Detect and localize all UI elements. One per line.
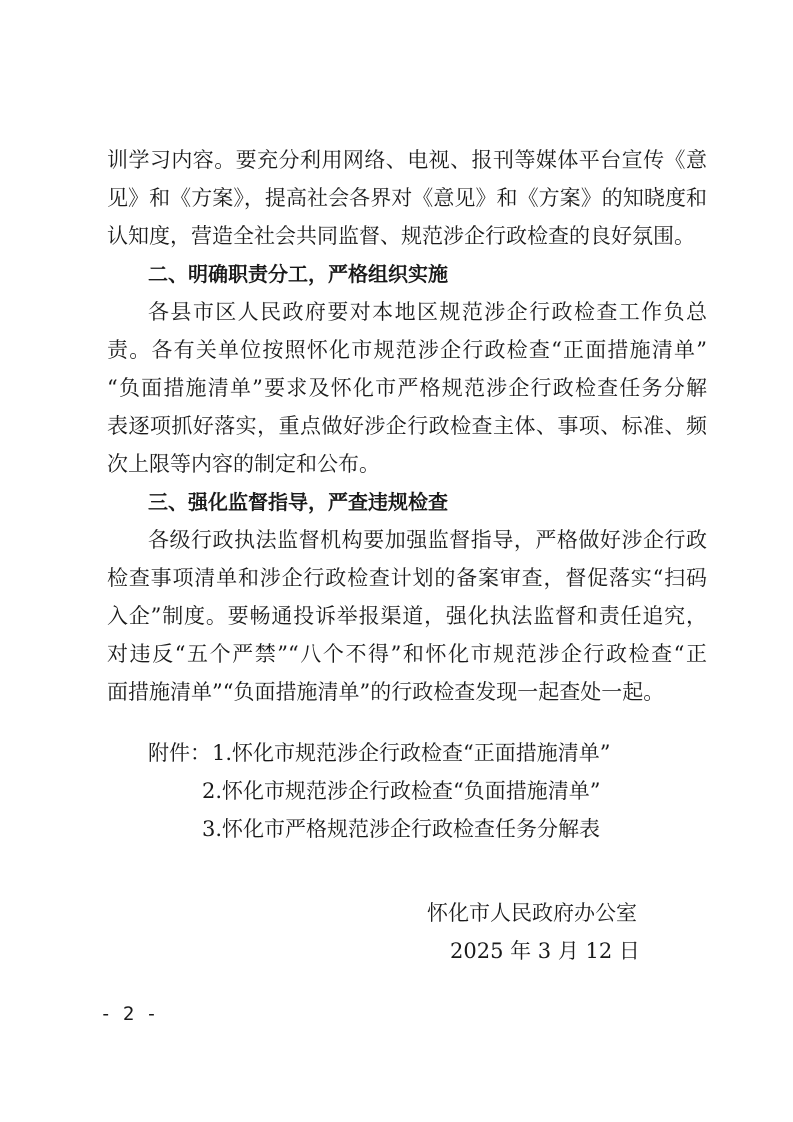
paragraph-3-line-3: 入企”制度。要畅通投诉举报渠道，强化执法监督和责任追究，: [107, 604, 707, 628]
paragraph-2-line-5: 次上限等内容的制定和公布。: [107, 452, 380, 476]
attachments-label: 附件：: [148, 741, 211, 765]
paragraph-1-line-2: 见》和《方案》，提高社会各界对《意见》和《方案》的知晓度和: [107, 186, 707, 210]
paragraph-1-line-1: 训学习内容。要充分利用网络、电视、报刊等媒体平台宣传《意: [107, 148, 707, 172]
paragraph-2-line-2: 责。各有关单位按照怀化市规范涉企行政检查“正面措施清单”: [107, 338, 707, 362]
section-heading-2: 二、明确职责分工，严格组织实施: [148, 262, 448, 286]
attachment-item-3: 3.怀化市严格规范涉企行政检查任务分解表: [202, 817, 601, 841]
signature-date: 2025 年 3 月 12 日: [450, 939, 640, 963]
attachment-item-1: 1.怀化市规范涉企行政检查“正面措施清单”: [212, 741, 611, 765]
paragraph-3-line-4: 对违反“五个严禁”“八个不得”和怀化市规范涉企行政检查“正: [107, 642, 707, 666]
section-heading-3: 三、强化监督指导，严查违规检查: [148, 490, 448, 514]
paragraph-2-line-1: 各县市区人民政府要对本地区规范涉企行政检查工作负总: [148, 300, 707, 324]
signature-org: 怀化市人民政府办公室: [427, 901, 637, 925]
paragraph-1-line-3: 认知度，营造全社会共同监督、规范涉企行政检查的良好氛围。: [107, 224, 695, 248]
page-number: - 2 -: [100, 1003, 158, 1025]
paragraph-3-line-1: 各级行政执法监督机构要加强监督指导，严格做好涉企行政: [148, 528, 707, 552]
paragraph-3-line-5: 面措施清单”“负面措施清单”的行政检查发现一起查处一起。: [107, 680, 665, 704]
attachment-item-2: 2.怀化市规范涉企行政检查“负面措施清单”: [202, 779, 601, 803]
paragraph-3-line-2: 检查事项清单和涉企行政检查计划的备案审查，督促落实“扫码: [107, 566, 707, 590]
paragraph-2-line-4: 表逐项抓好落实，重点做好涉企行政检查主体、事项、标准、频: [107, 414, 707, 438]
paragraph-2-line-3: “负面措施清单”要求及怀化市严格规范涉企行政检查任务分解: [107, 376, 707, 400]
